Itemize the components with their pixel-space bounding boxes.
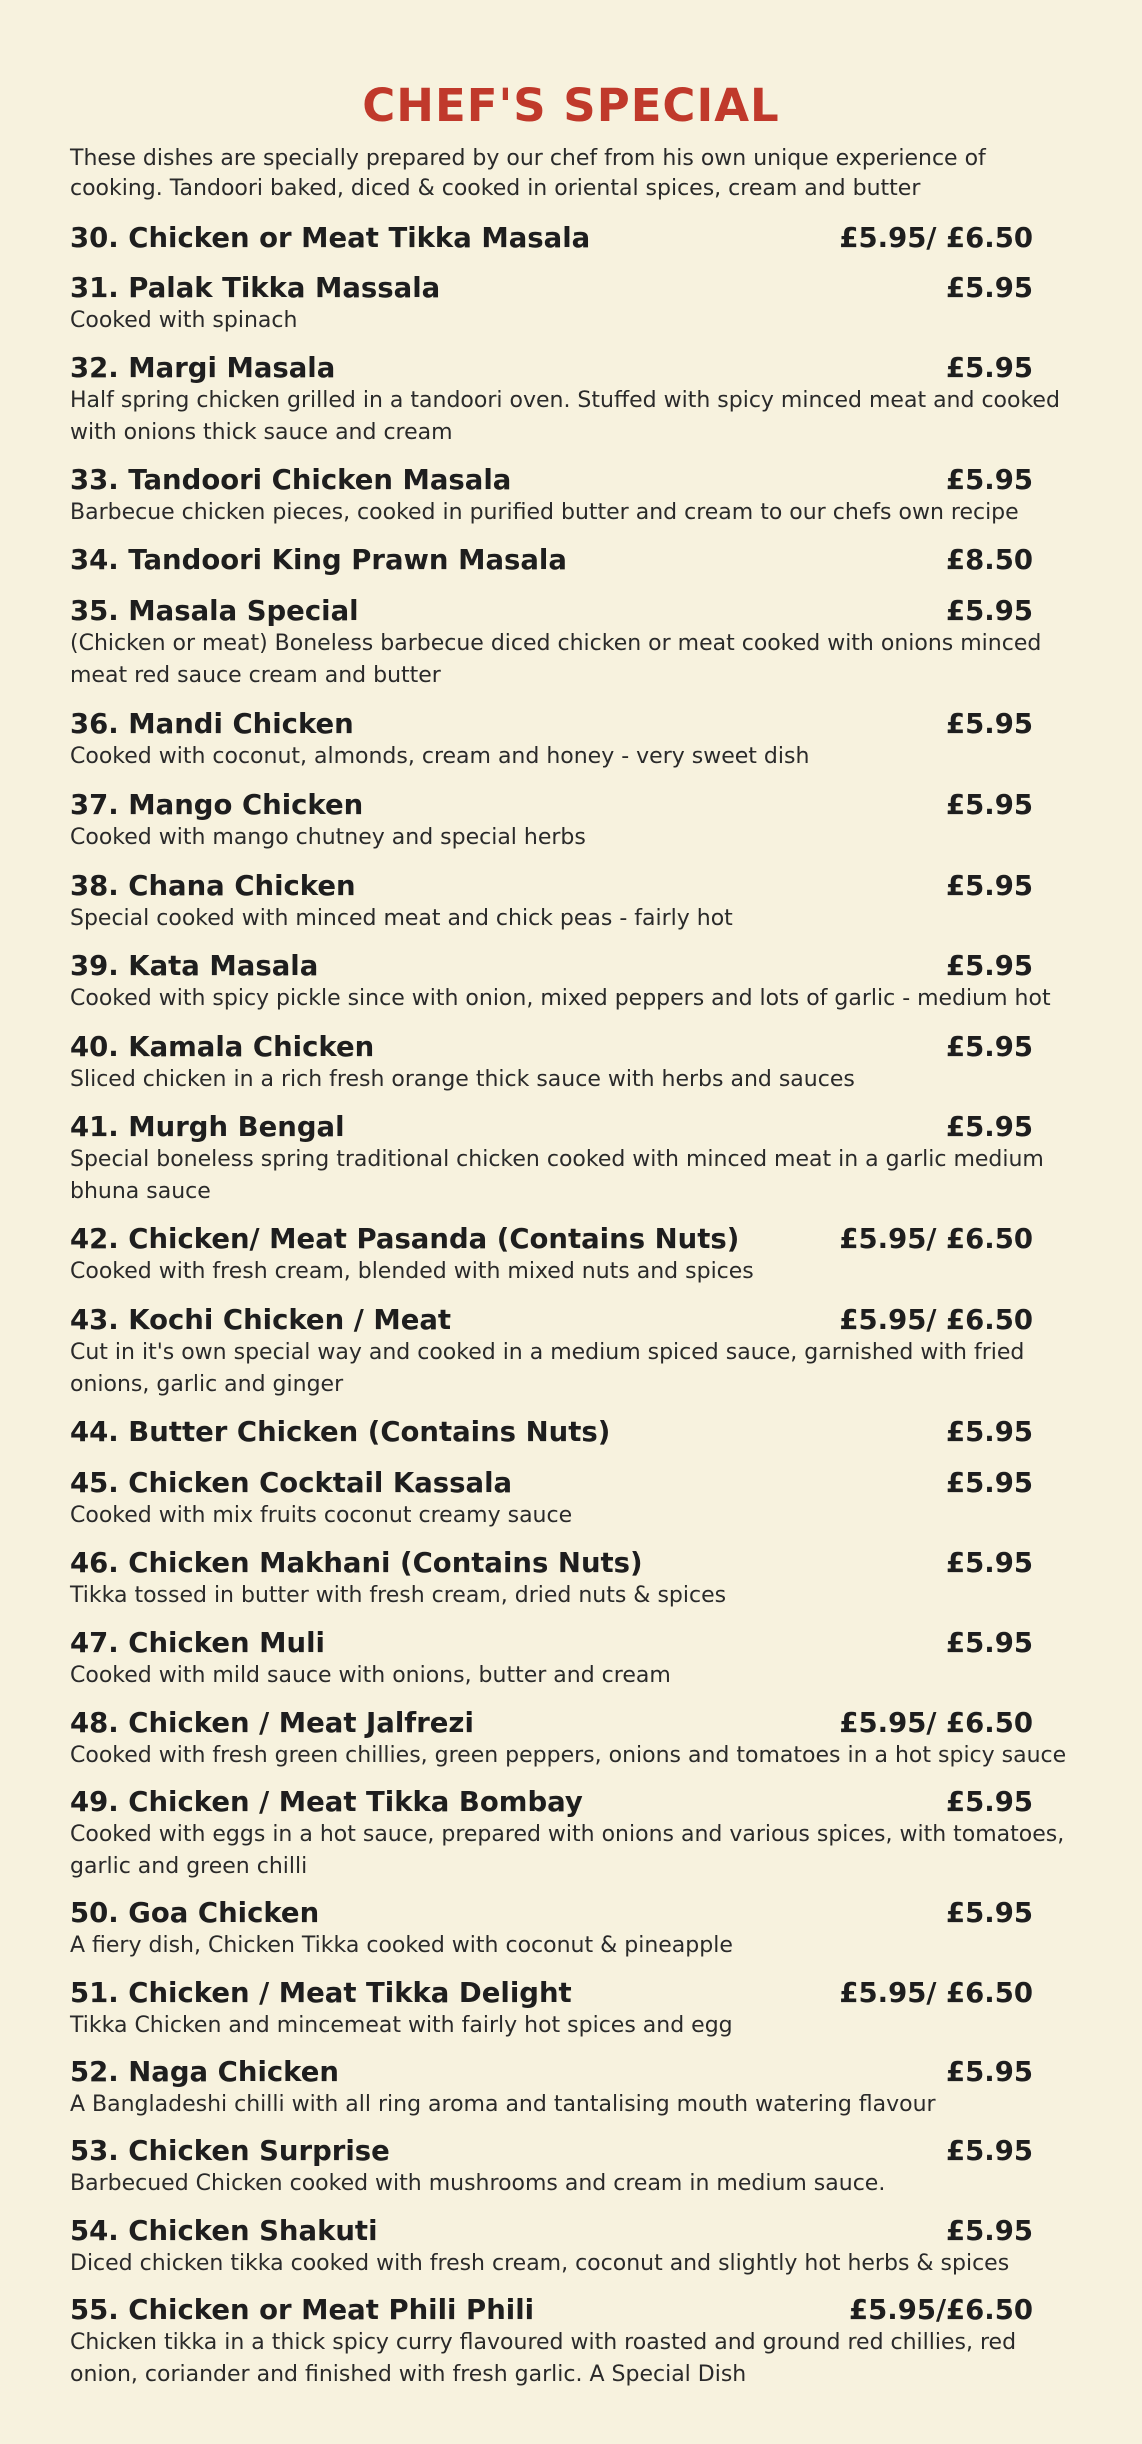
item-price: £5.95 — [946, 1786, 1033, 1818]
item-name: 40. Kamala Chicken — [70, 1031, 375, 1063]
item-price: £5.95 — [946, 950, 1033, 982]
menu-item — [70, 1893, 1070, 1962]
item-price: £5.95 — [946, 464, 1033, 496]
menu-item — [70, 2131, 1070, 2200]
item-name: 51. Chicken / Meat Tikka Delight — [70, 1977, 572, 2009]
menu-item — [70, 1782, 1070, 1883]
item-price: £5.95 — [946, 1031, 1033, 1063]
menu-item — [70, 1219, 1070, 1288]
menu-item — [70, 460, 1070, 529]
menu-item — [70, 1412, 1070, 1452]
menu-item — [70, 1300, 1070, 1401]
item-name: 38. Chana Chicken — [70, 870, 356, 902]
menu-item — [70, 348, 1070, 449]
item-name: 30. Chicken or Meat Tikka Masala — [70, 222, 591, 254]
intro-text: These dishes are specially prepared by our chef from his own unique experience of cooking. Tandoori baked, diced & cooked in oriental spices, cream and butter — [70, 146, 986, 201]
menu-item — [70, 591, 1070, 692]
menu-item — [70, 946, 1070, 1015]
item-price: £5.95 — [946, 1111, 1033, 1143]
item-price: £5.95 — [946, 708, 1033, 740]
menu-item — [70, 268, 1070, 337]
item-price: £8.50 — [946, 544, 1033, 576]
item-price: £5.95 — [946, 1897, 1033, 1929]
item-price: £5.95 — [946, 2215, 1033, 2247]
item-name: 47. Chicken Muli — [70, 1627, 325, 1659]
item-description: Barbecue chicken pieces, cooked in purified butter and cream to our chefs own recipe — [70, 500, 1019, 525]
item-description: (Chicken or meat) Boneless barbecue diced chicken or meat cooked with onions minced meat red sauce cream and butter — [70, 631, 1042, 688]
item-price: £5.95 — [946, 789, 1033, 821]
menu-item — [70, 1623, 1070, 1692]
item-description: Cooked with mango chutney and special herbs — [70, 825, 586, 850]
item-name: 45. Chicken Cocktail Kassala — [70, 1467, 513, 1499]
menu-item — [70, 785, 1070, 854]
menu-item — [70, 2211, 1070, 2280]
item-price: £5.95 — [946, 1547, 1033, 1579]
item-price: £5.95 — [946, 1467, 1033, 1499]
item-description: Tikka tossed in butter with fresh cream, dried nuts & spices — [70, 1583, 727, 1608]
item-description: Cooked with mix fruits coconut creamy sauce — [70, 1503, 573, 1528]
item-price: £5.95/ £6.50 — [839, 1223, 1033, 1255]
item-name: 39. Kata Masala — [70, 950, 319, 982]
item-name: 55. Chicken or Meat Phili Phili — [70, 2294, 535, 2326]
item-name: 35. Masala Special — [70, 595, 359, 627]
item-description: Cooked with coconut, almonds, cream and honey - very sweet dish — [70, 744, 810, 769]
item-description: Tikka Chicken and mincemeat with fairly hot spices and egg — [70, 2013, 733, 2038]
item-name: 37. Mango Chicken — [70, 789, 364, 821]
page-title: CHEF'S SPECIAL — [362, 79, 780, 132]
item-name: 49. Chicken / Meat Tikka Bombay — [70, 1786, 583, 1818]
item-price: £5.95 — [946, 2056, 1033, 2088]
item-price: £5.95 — [946, 272, 1033, 304]
item-name: 53. Chicken Surprise — [70, 2135, 390, 2167]
item-description: Special boneless spring traditional chicken cooked with minced meat in a garlic medium bhuna sauce — [70, 1147, 1044, 1204]
item-name: 54. Chicken Shakuti — [70, 2215, 378, 2247]
item-name: 46. Chicken Makhani (Contains Nuts) — [70, 1547, 643, 1579]
item-description: Sliced chicken in a rich fresh orange thick sauce with herbs and sauces — [70, 1067, 855, 1092]
item-description: Diced chicken tikka cooked with fresh cream, coconut and slightly hot herbs & spices — [70, 2251, 1010, 2276]
item-price: £5.95 — [946, 595, 1033, 627]
item-price: £5.95/ £6.50 — [839, 1707, 1033, 1739]
item-price: £5.95 — [946, 1416, 1033, 1448]
item-description: Cut in it's own special way and cooked in a medium spiced sauce, garnished with fried onions, garlic and ginger — [70, 1340, 1025, 1397]
menu-item — [70, 540, 1070, 580]
menu-item — [70, 1543, 1070, 1612]
item-description: A Bangladeshi chilli with all ring aroma and tantalising mouth watering flavour — [70, 2092, 936, 2117]
item-price: £5.95/ £6.50 — [839, 1304, 1033, 1336]
item-description: Cooked with spicy pickle since with onion, mixed peppers and lots of garlic - medium hot — [70, 986, 1051, 1011]
item-name: 32. Margi Masala — [70, 352, 336, 384]
menu-item — [70, 218, 1070, 258]
item-description: Cooked with fresh cream, blended with mixed nuts and spices — [70, 1259, 754, 1284]
item-name: 43. Kochi Chicken / Meat — [70, 1304, 452, 1336]
item-price: £5.95/ £6.50 — [839, 1977, 1033, 2009]
item-description: Cooked with fresh green chillies, green peppers, onions and tomatoes in a hot spicy sauce — [70, 1743, 1067, 1768]
item-name: 52. Naga Chicken — [70, 2056, 339, 2088]
menu-item — [70, 704, 1070, 773]
item-description: A fiery dish, Chicken Tikka cooked with coconut & pineapple — [70, 1933, 733, 1958]
item-description: Cooked with spinach — [70, 308, 298, 333]
menu-item — [70, 1703, 1070, 1772]
menu-item — [70, 2052, 1070, 2121]
item-name: 41. Murgh Bengal — [70, 1111, 345, 1143]
item-price: £5.95 — [946, 2135, 1033, 2167]
menu-item — [70, 1027, 1070, 1096]
item-price: £5.95 — [946, 1627, 1033, 1659]
item-description: Chicken tikka in a thick spicy curry flavoured with roasted and ground red chillies, red onion, coriander and finished with fresh garlic. A Special Dish — [70, 2330, 1017, 2387]
menu-item — [70, 866, 1070, 935]
item-name: 31. Palak Tikka Massala — [70, 272, 441, 304]
menu-item — [70, 1463, 1070, 1532]
menu-item — [70, 1973, 1070, 2042]
item-price: £5.95 — [946, 870, 1033, 902]
item-name: 48. Chicken / Meat Jalfrezi — [70, 1707, 474, 1739]
item-name: 50. Goa Chicken — [70, 1897, 320, 1929]
item-description: Half spring chicken grilled in a tandoori oven. Stuffed with spicy minced meat and cooked with onions thick sauce and cream — [70, 388, 1060, 445]
item-name: 44. Butter Chicken (Contains Nuts) — [70, 1416, 611, 1448]
item-description: Cooked with eggs in a hot sauce, prepared with onions and various spices, with tomatoes, garlic and green chilli — [70, 1822, 1065, 1879]
menu-item — [70, 1107, 1070, 1208]
item-name: 33. Tandoori Chicken Masala — [70, 464, 512, 496]
item-description: Special cooked with minced meat and chick peas - fairly hot — [70, 906, 733, 931]
item-description: Barbecued Chicken cooked with mushrooms and cream in medium sauce. — [70, 2171, 886, 2196]
item-price: £5.95/£6.50 — [848, 2294, 1033, 2326]
item-price: £5.95 — [946, 352, 1033, 384]
menu-item — [70, 2290, 1070, 2391]
item-price: £5.95/ £6.50 — [839, 222, 1033, 254]
item-name: 36. Mandi Chicken — [70, 708, 354, 740]
item-name: 42. Chicken/ Meat Pasanda (Contains Nuts) — [70, 1223, 740, 1255]
item-description: Cooked with mild sauce with onions, butter and cream — [70, 1663, 671, 1688]
item-name: 34. Tandoori King Prawn Masala — [70, 544, 567, 576]
